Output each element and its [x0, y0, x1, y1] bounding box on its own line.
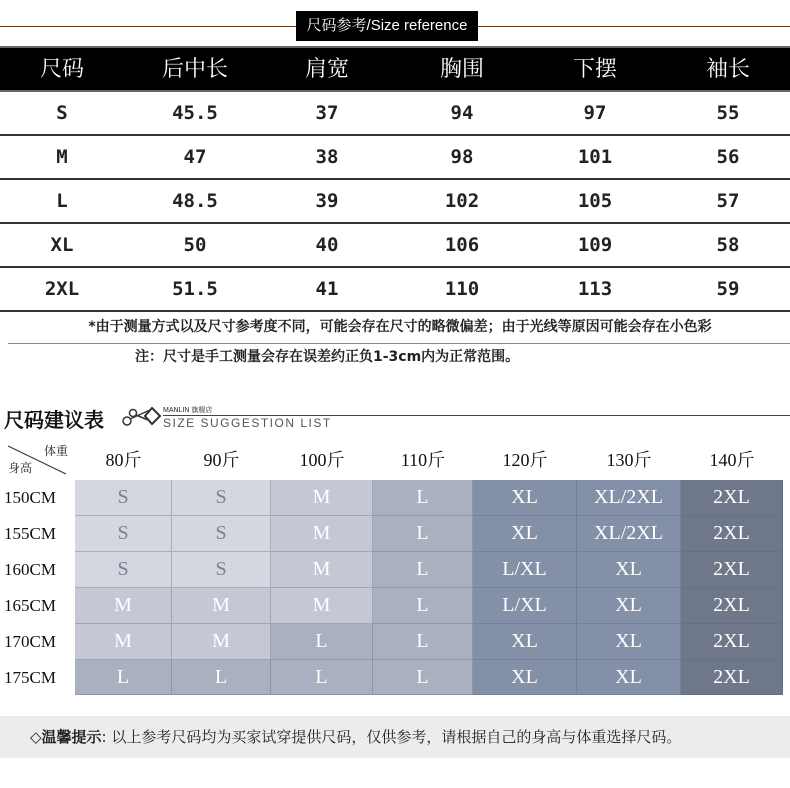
table-cell: XL	[50, 234, 74, 256]
suggestion-cell: M	[271, 588, 373, 624]
size-suggestion-grid	[75, 480, 783, 695]
suggestion-cell: M	[271, 552, 373, 588]
weight-header: 120斤	[502, 450, 548, 470]
table-row	[0, 136, 790, 180]
suggestion-cell: XL	[577, 660, 681, 695]
suggestion-cell: L	[373, 624, 473, 660]
suggestion-cell: XL	[473, 516, 577, 552]
table-cell: 57	[716, 190, 740, 212]
suggestion-cell: XL	[473, 480, 577, 516]
suggestion-cell: M	[271, 480, 373, 516]
suggestion-cell: M	[75, 588, 172, 624]
table-cell: L	[56, 190, 68, 212]
table-cell: 105	[577, 190, 613, 212]
height-header: 175CM	[4, 668, 56, 687]
table-cell: 94	[450, 102, 474, 124]
table-cell: 59	[716, 278, 740, 300]
suggestion-cell: XL	[577, 588, 681, 624]
suggestion-cell: XL/2XL	[577, 516, 681, 552]
table-cell: 113	[577, 278, 613, 300]
tip-text: : 以上参考尺码均为买家试穿提供尺码，仅供参考，请根据自己的身高与体重选择尺码。	[101, 728, 682, 746]
suggestion-cell: L	[75, 660, 172, 695]
weight-header: 130斤	[606, 450, 652, 470]
table-cell: 38	[315, 146, 339, 168]
suggestion-cell: XL	[577, 624, 681, 660]
suggestion-cell: L	[271, 660, 373, 695]
table-cell: 50	[183, 234, 207, 256]
suggestion-cell: 2XL	[681, 516, 783, 552]
table-cell: 98	[450, 146, 474, 168]
suggestion-cell: M	[271, 516, 373, 552]
table-cell: M	[56, 146, 68, 168]
suggestion-cell: 2XL	[681, 660, 783, 695]
suggestion-cell: L/XL	[473, 588, 577, 624]
table-cell: 37	[315, 102, 339, 124]
suggestion-cell: XL	[473, 660, 577, 695]
table-row	[0, 180, 790, 224]
weight-header: 90斤	[203, 450, 240, 470]
size-table-header	[0, 46, 790, 92]
table-row	[0, 268, 790, 312]
weight-header: 100斤	[299, 450, 345, 470]
table-cell: 41	[315, 278, 339, 300]
suggestion-cell: M	[172, 624, 271, 660]
table-cell: 56	[716, 146, 740, 168]
weight-header: 140斤	[709, 450, 755, 470]
suggestion-title: 尺码建议表	[4, 408, 104, 432]
suggestion-cell: L	[271, 624, 373, 660]
suggestion-cell: L	[373, 552, 473, 588]
tip-footer	[0, 716, 790, 758]
measurement-note: *由于测量方式以及尺寸参考度不同，可能会存在尺寸的略微偏差；由于光线等原因可能会存在小色彩	[88, 319, 712, 335]
table-cell: 45.5	[172, 102, 218, 124]
suggestion-cell: L	[373, 480, 473, 516]
suggestion-cell: 2XL	[681, 588, 783, 624]
table-cell: 40	[315, 234, 339, 256]
table-cell: 51.5	[172, 278, 218, 300]
suggestion-subtitle: SIZE SUGGESTION LIST	[163, 416, 332, 430]
table-row	[0, 224, 790, 268]
suggestion-cell: S	[172, 480, 271, 516]
weight-header: 80斤	[105, 450, 142, 470]
grid-corner-header	[4, 442, 70, 478]
table-cell: 47	[183, 146, 207, 168]
note-divider	[8, 343, 790, 344]
table-cell: 102	[444, 190, 480, 212]
column-header: 后中长	[161, 57, 229, 82]
suggestion-cell: S	[172, 552, 271, 588]
suggestion-cell: M	[75, 624, 172, 660]
column-header: 尺码	[39, 57, 85, 82]
tip-label: ◇温馨提示	[30, 728, 102, 746]
table-cell: 106	[444, 234, 480, 256]
suggestion-cell: XL/2XL	[577, 480, 681, 516]
weight-header: 110斤	[400, 450, 446, 470]
suggestion-cell: 2XL	[681, 480, 783, 516]
table-cell: 55	[716, 102, 740, 124]
table-cell: 101	[577, 146, 613, 168]
height-header: 170CM	[4, 632, 56, 651]
suggestion-cell: S	[172, 516, 271, 552]
suggestion-cell: M	[172, 588, 271, 624]
table-row	[0, 92, 790, 136]
table-cell: 97	[583, 102, 607, 124]
height-axis-label: 身高	[8, 461, 33, 475]
table-cell: 109	[577, 234, 613, 256]
suggestion-cell: L	[172, 660, 271, 695]
suggestion-cell: L/XL	[473, 552, 577, 588]
height-header: 150CM	[4, 488, 56, 507]
column-header: 胸围	[439, 57, 485, 82]
table-cell: 39	[315, 190, 339, 212]
height-header: 160CM	[4, 560, 56, 579]
suggestion-cell: L	[373, 588, 473, 624]
size-reference-title: 尺码参考/Size reference	[296, 11, 478, 41]
table-cell: 48.5	[172, 190, 218, 212]
column-header: 肩宽	[304, 57, 350, 82]
suggestion-cell: XL	[473, 624, 577, 660]
table-cell: S	[56, 102, 68, 124]
table-cell: 110	[444, 278, 480, 300]
scissors-icon	[120, 404, 162, 428]
suggestion-cell: S	[75, 552, 172, 588]
suggestion-cell: 2XL	[681, 624, 783, 660]
suggestion-cell: S	[75, 480, 172, 516]
suggestion-cell: 2XL	[681, 552, 783, 588]
column-header: 袖长	[705, 57, 751, 82]
suggestion-cell: XL	[577, 552, 681, 588]
column-header: 下摆	[572, 57, 618, 82]
table-cell: 2XL	[44, 278, 80, 300]
height-header: 155CM	[4, 524, 56, 543]
suggestion-cell: L	[373, 516, 473, 552]
table-cell: 58	[716, 234, 740, 256]
brand-label: MANLIN 旗舰店	[163, 407, 213, 414]
height-header: 165CM	[4, 596, 56, 615]
tolerance-note: 注：尺寸是手工测量会存在误差约正负1-3cm内为正常范围。	[135, 349, 520, 365]
suggestion-cell: L	[373, 660, 473, 695]
suggestion-cell: S	[75, 516, 172, 552]
weight-axis-label: 体重	[43, 444, 68, 458]
